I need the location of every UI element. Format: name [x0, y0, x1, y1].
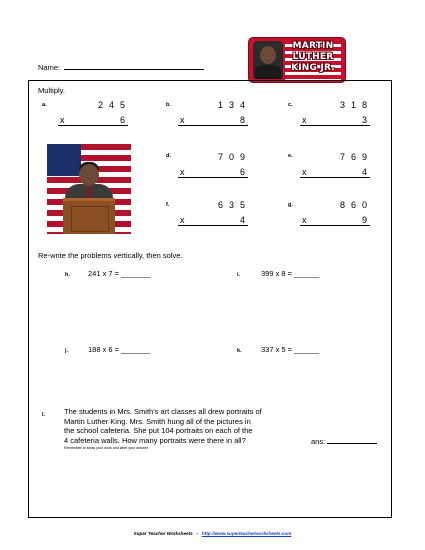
rewrite-problem-h[interactable]: 241 x 7 = _______	[88, 269, 151, 278]
problem-label-g: g.	[288, 202, 293, 208]
directions-multiply: Multiply.	[38, 86, 65, 95]
footer-separator: -	[196, 531, 199, 536]
ans-blank[interactable]	[327, 436, 377, 444]
rewrite-problem-k[interactable]: 337 x 5 = ______	[261, 345, 320, 354]
show-work-note: Remember to show your work and label your answer.	[64, 446, 149, 450]
name-field[interactable]	[38, 62, 204, 72]
footer-url-link[interactable]: http://www.superteacherworksheets.com	[201, 531, 292, 536]
problem-label-h: h.	[65, 272, 70, 278]
problem-label-e: e.	[288, 153, 293, 159]
banner-title: MARTIN LUTHER KING JR.	[291, 41, 335, 73]
answer-line	[178, 125, 248, 126]
problem-label-f: f.	[166, 202, 170, 208]
answer-field[interactable]	[311, 436, 377, 447]
word-problem-text: The students in Mrs. Smith's art classes all drew portraits of Martin Luther King. Mrs. Smith hung all of the pictures in the school cafeteria. She put 104 portraits on each of the 4 cafeteria walls. How many portraits were there in all?	[64, 407, 262, 445]
problem-label-c: c.	[288, 102, 293, 108]
problem-a: 2 4 5 x 6	[58, 100, 128, 140]
answer-line	[178, 177, 248, 178]
problem-label-l: l.	[42, 412, 46, 418]
answer-line	[58, 125, 128, 126]
problem-label-i: i.	[237, 272, 241, 278]
mlk-portrait-image	[253, 41, 283, 79]
answer-line	[300, 225, 370, 226]
name-label: Name:	[38, 63, 61, 72]
rewrite-problem-j[interactable]: 188 x 6 = _______	[88, 345, 151, 354]
ans-label: ans:	[311, 437, 326, 446]
problem-label-b: b.	[166, 102, 171, 108]
problem-label-j: j.	[65, 348, 69, 354]
problem-label-k: k.	[237, 348, 242, 354]
mlk-banner-logo	[248, 37, 346, 83]
footer-brand: Super Teacher Worksheets	[133, 531, 193, 536]
name-blank[interactable]	[64, 62, 204, 70]
answer-line	[300, 125, 370, 126]
problem-label-a: a.	[42, 102, 47, 108]
problem-e: 7 6 9 x 4	[300, 152, 370, 192]
problem-g: 8 6 0 x 9	[300, 200, 370, 240]
rewrite-problem-i[interactable]: 399 x 8 = ______	[261, 269, 320, 278]
directions-rewrite: Re-write the problems vertically, then solve.	[38, 251, 183, 260]
answer-line	[300, 177, 370, 178]
answer-line	[178, 225, 248, 226]
problem-d: 7 0 9 x 6	[178, 152, 248, 192]
problem-c: 3 1 8 x 3	[300, 100, 370, 140]
problem-b: 1 3 4 x 8	[178, 100, 248, 140]
problem-label-d: d.	[166, 153, 171, 159]
mlk-speech-clipart	[47, 144, 131, 234]
footer	[0, 531, 425, 536]
problem-f: 6 3 5 x 4	[178, 200, 248, 240]
